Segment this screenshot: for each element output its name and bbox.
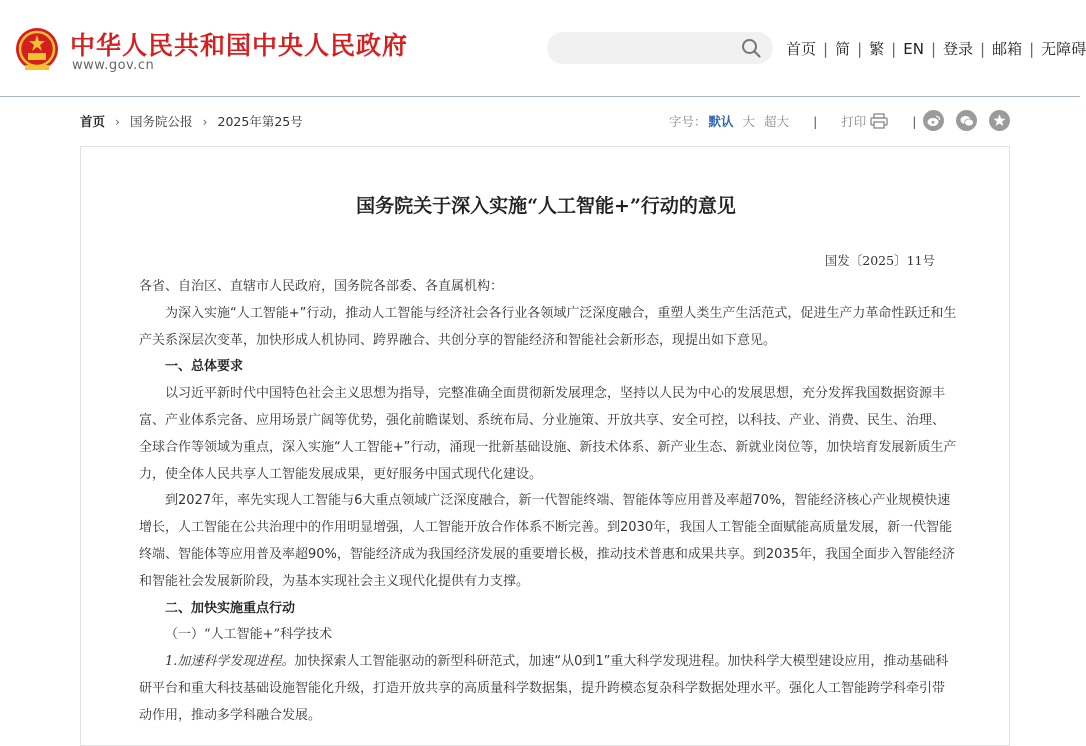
favorite-icon[interactable] — [989, 110, 1010, 131]
wechat-icon[interactable] — [956, 110, 977, 131]
nav-login[interactable]: 登录 — [943, 40, 974, 58]
nav-simplified[interactable]: 简 — [835, 40, 851, 58]
nav-mailbox[interactable]: 邮箱 — [992, 40, 1023, 58]
nav-divider: | — [1029, 39, 1035, 58]
nav-accessibility[interactable]: 无障碍 — [1041, 40, 1086, 58]
print-button[interactable]: 打印 — [841, 114, 867, 129]
breadcrumb — [80, 112, 303, 130]
nav-divider: | — [891, 39, 897, 58]
subsection-heading-science: （一）“人工智能+”科学技术 — [165, 627, 333, 643]
printer-icon[interactable] — [870, 113, 888, 129]
nav-divider: | — [930, 39, 936, 58]
breadcrumb-issue[interactable]: 2025年第25号 — [217, 114, 303, 129]
section-heading-general: 一、总体要求 — [165, 359, 244, 375]
search-input[interactable] — [547, 32, 773, 64]
site-title[interactable]: 中华人民共和国中央人民政府 — [70, 31, 409, 60]
nav-english[interactable]: EN — [903, 39, 924, 58]
nav-traditional[interactable]: 繁 — [869, 40, 885, 58]
article-container — [80, 146, 1010, 746]
section-heading-actions: 二、加快实施重点行动 — [165, 600, 296, 616]
intro-paragraph: 为深入实施“人工智能+”行动，推动人工智能与经济社会各行业各领域广泛深度融合，重塑人类生产生活范式，促进生产力革命性跃迁和生产关系深层次变革，加快形成人机协同、跨界融合、共创分享的智能经济和智能社会新形态，现提出如下意见。 — [139, 305, 957, 348]
font-size-large[interactable]: 大 — [742, 114, 756, 129]
nav-divider: | — [980, 39, 986, 58]
national-emblem-icon[interactable] — [15, 27, 59, 73]
nav-divider: | — [823, 39, 829, 58]
chevron-right-icon: › — [202, 113, 208, 129]
font-size-xlarge[interactable]: 超大 — [764, 114, 790, 129]
item-text: 加快探索人工智能驱动的新型科研范式，加速“从0到1”重大科学发现进程。加快科学大模型建设应用，推动基础科研平台和重大科技基础设施智能化升级，打造开放共享的高质量科学数据集，提升跨模态复杂科学数据处理水平。强化人工智能跨学科牵引带动作用，推动多学科融合发展。 — [139, 654, 949, 723]
nav-home[interactable]: 首页 — [786, 40, 817, 58]
font-size-label: 字号： — [669, 114, 707, 129]
tools-divider: | — [912, 113, 917, 129]
item-paragraph-1 — [139, 649, 957, 729]
breadcrumb-home[interactable]: 首页 — [80, 114, 106, 129]
weibo-icon[interactable] — [923, 110, 944, 131]
article-body — [139, 274, 957, 730]
site-header — [0, 0, 1086, 97]
breadcrumb-gazette[interactable]: 国务院公报 — [130, 114, 193, 129]
top-nav — [786, 38, 1086, 59]
tools-divider: | — [813, 113, 818, 129]
general-paragraph-2: 到2027年，率先实现人工智能与6大重点领域广泛深度融合，新一代智能终端、智能体等应用普及率超70%，智能经济核心产业规模快速增长，人工智能在公共治理中的作用明显增强，人工智能开放合作体系不断完善。到2030年，我国人工智能全面赋能高质量发展，新一代智能终端、智能体等应用普及率超90%，智能经济成为我国经济发展的重要增长极，推动技术普惠和成果共享。到2035年，我国全面步入智能经济和智能社会发展新阶段，为基本实现社会主义现代化提供有力支撑。 — [139, 493, 955, 589]
site-url: www.gov.cn — [72, 58, 155, 73]
nav-divider: | — [857, 39, 863, 58]
item-lead: 1.加速科学发现进程。 — [165, 654, 295, 670]
font-size-default[interactable]: 默认 — [708, 114, 734, 129]
article-tools — [669, 112, 941, 130]
search-icon[interactable] — [741, 38, 761, 58]
document-number: 国发〔2025〕11号 — [824, 253, 935, 268]
chevron-right-icon: › — [115, 113, 121, 129]
salutation: 各省、自治区、直辖市人民政府，国务院各部委、各直属机构： — [139, 279, 504, 294]
article-title: 国务院关于深入实施“人工智能+”行动的意见 — [356, 195, 736, 217]
general-paragraph-1: 以习近平新时代中国特色社会主义思想为指导，完整准确全面贯彻新发展理念，坚持以人民为中心的发展思想，充分发挥我国数据资源丰富、产业体系完备、应用场景广阔等优势，强化前瞻谋划、系统布局、分业施策、开放共享、安全可控，以科技、产业、消费、民生、治理、全球合作等领域为重点，深入实施“人工智能+”行动，涌现一批新基础设施、新技术体系、新产业生态、新就业岗位等，加快培育发展新质生产力，使全体人民共享人工智能发展成果，更好服务中国式现代化建设。 — [139, 386, 957, 482]
share-bar — [923, 110, 1010, 131]
